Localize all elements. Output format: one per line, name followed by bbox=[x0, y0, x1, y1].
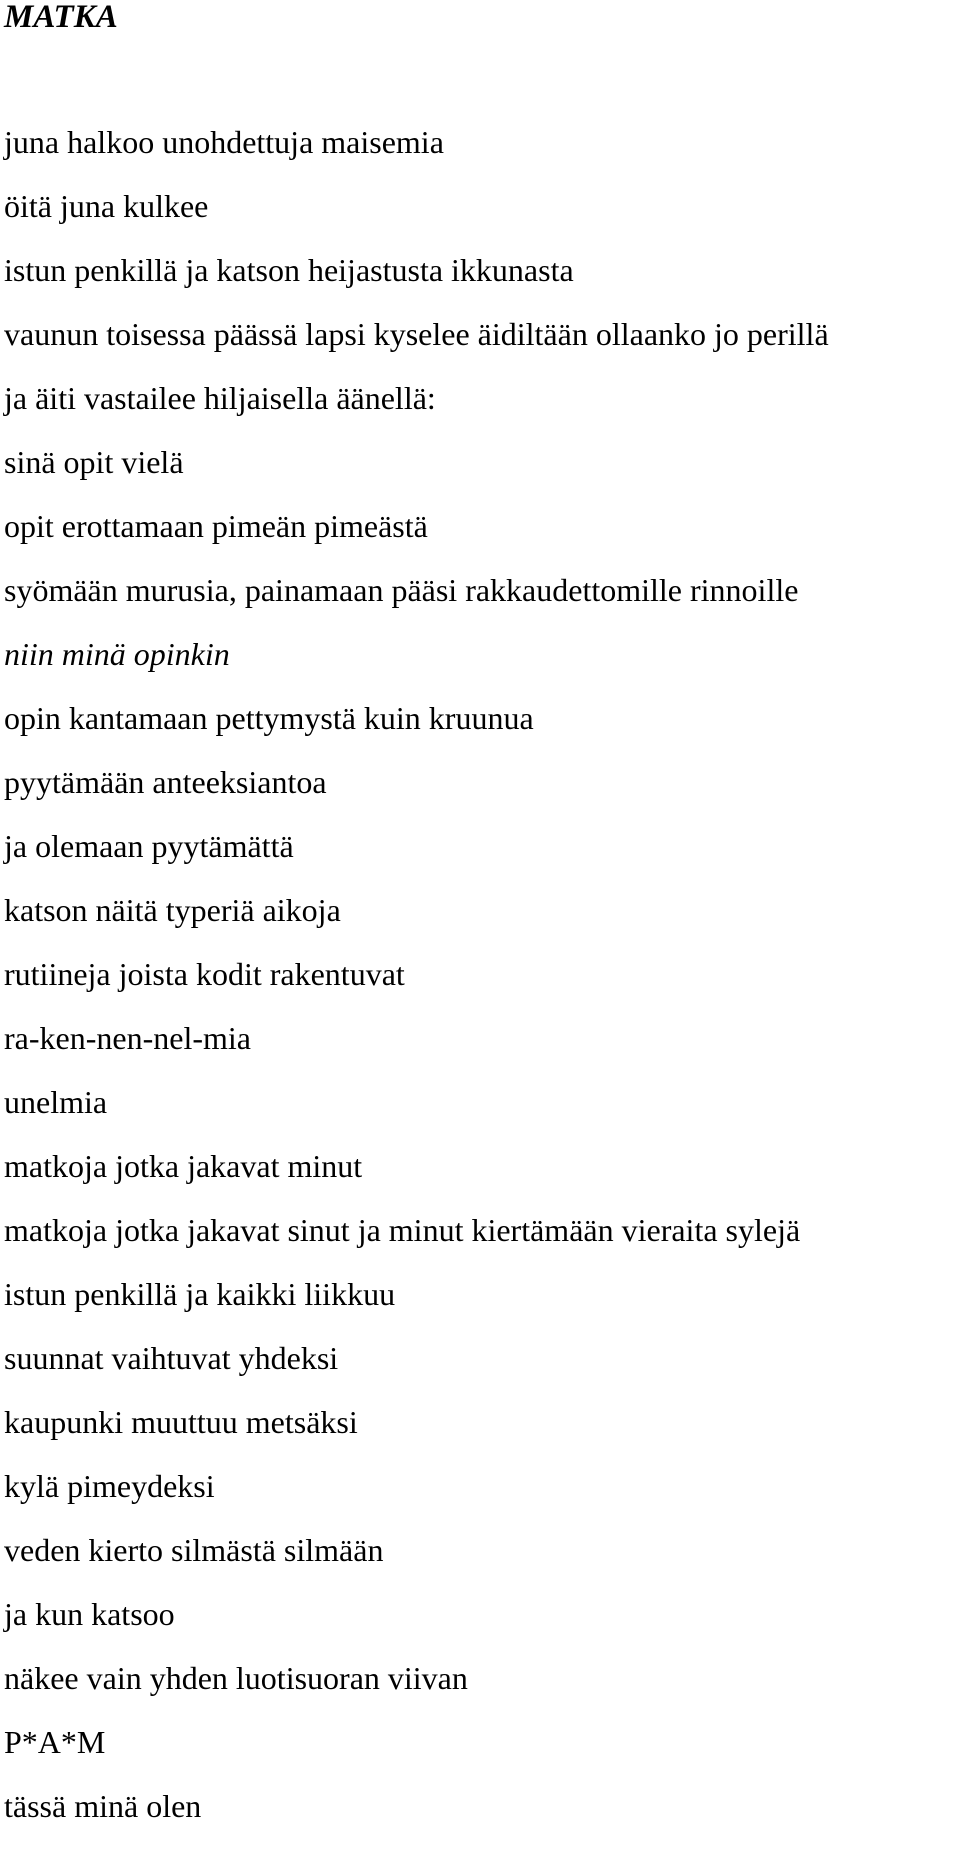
poem-line: ja kun katsoo bbox=[4, 1596, 175, 1632]
poem-line: katson näitä typeriä aikoja bbox=[4, 892, 341, 928]
poem-line: niin minä opinkin bbox=[4, 636, 230, 672]
poem-line: rutiineja joista kodit rakentuvat bbox=[4, 956, 405, 992]
poem-line: opit erottamaan pimeän pimeästä bbox=[4, 508, 428, 544]
poem-line: öitä juna kulkee bbox=[4, 188, 209, 224]
poem-title: MATKA bbox=[4, 0, 118, 35]
poem-line: istun penkillä ja katson heijastusta ikkunasta bbox=[4, 252, 574, 288]
poem-line: kylä pimeydeksi bbox=[4, 1468, 215, 1504]
poem-line: näkee vain yhden luotisuoran viivan bbox=[4, 1660, 468, 1696]
poem-body bbox=[4, 122, 829, 1850]
poem-line: syömään murusia, painamaan pääsi rakkaudettomille rinnoille bbox=[4, 572, 799, 608]
poem-line: vaunun toisessa päässä lapsi kyselee äidiltään ollaanko jo perillä bbox=[4, 316, 829, 352]
poem-line: ja olemaan pyytämättä bbox=[4, 828, 294, 864]
poem-line: ra-ken-nen-nel-mia bbox=[4, 1020, 251, 1056]
poem-line: juna halkoo unohdettuja maisemia bbox=[4, 124, 444, 160]
poem-line: unelmia bbox=[4, 1084, 108, 1120]
poem-line: opin kantamaan pettymystä kuin kruunua bbox=[4, 700, 534, 736]
poem-line: pyytämään anteeksiantoa bbox=[4, 764, 327, 800]
poem-line: ja äiti vastailee hiljaisella äänellä: bbox=[4, 380, 436, 416]
poem-line: matkoja jotka jakavat minut bbox=[4, 1148, 363, 1184]
poem-line: istun penkillä ja kaikki liikkuu bbox=[4, 1276, 396, 1312]
poem-line: suunnat vaihtuvat yhdeksi bbox=[4, 1340, 339, 1376]
poem-line: veden kierto silmästä silmään bbox=[4, 1532, 384, 1568]
poem-line: tässä minä olen bbox=[4, 1788, 202, 1824]
poem-line: matkoja jotka jakavat sinut ja minut kiertämään vieraita sylejä bbox=[4, 1212, 801, 1248]
poem-line: P*A*M bbox=[4, 1724, 106, 1760]
poem-line: sinä opit vielä bbox=[4, 444, 184, 480]
poem-line: kaupunki muuttuu metsäksi bbox=[4, 1404, 358, 1440]
